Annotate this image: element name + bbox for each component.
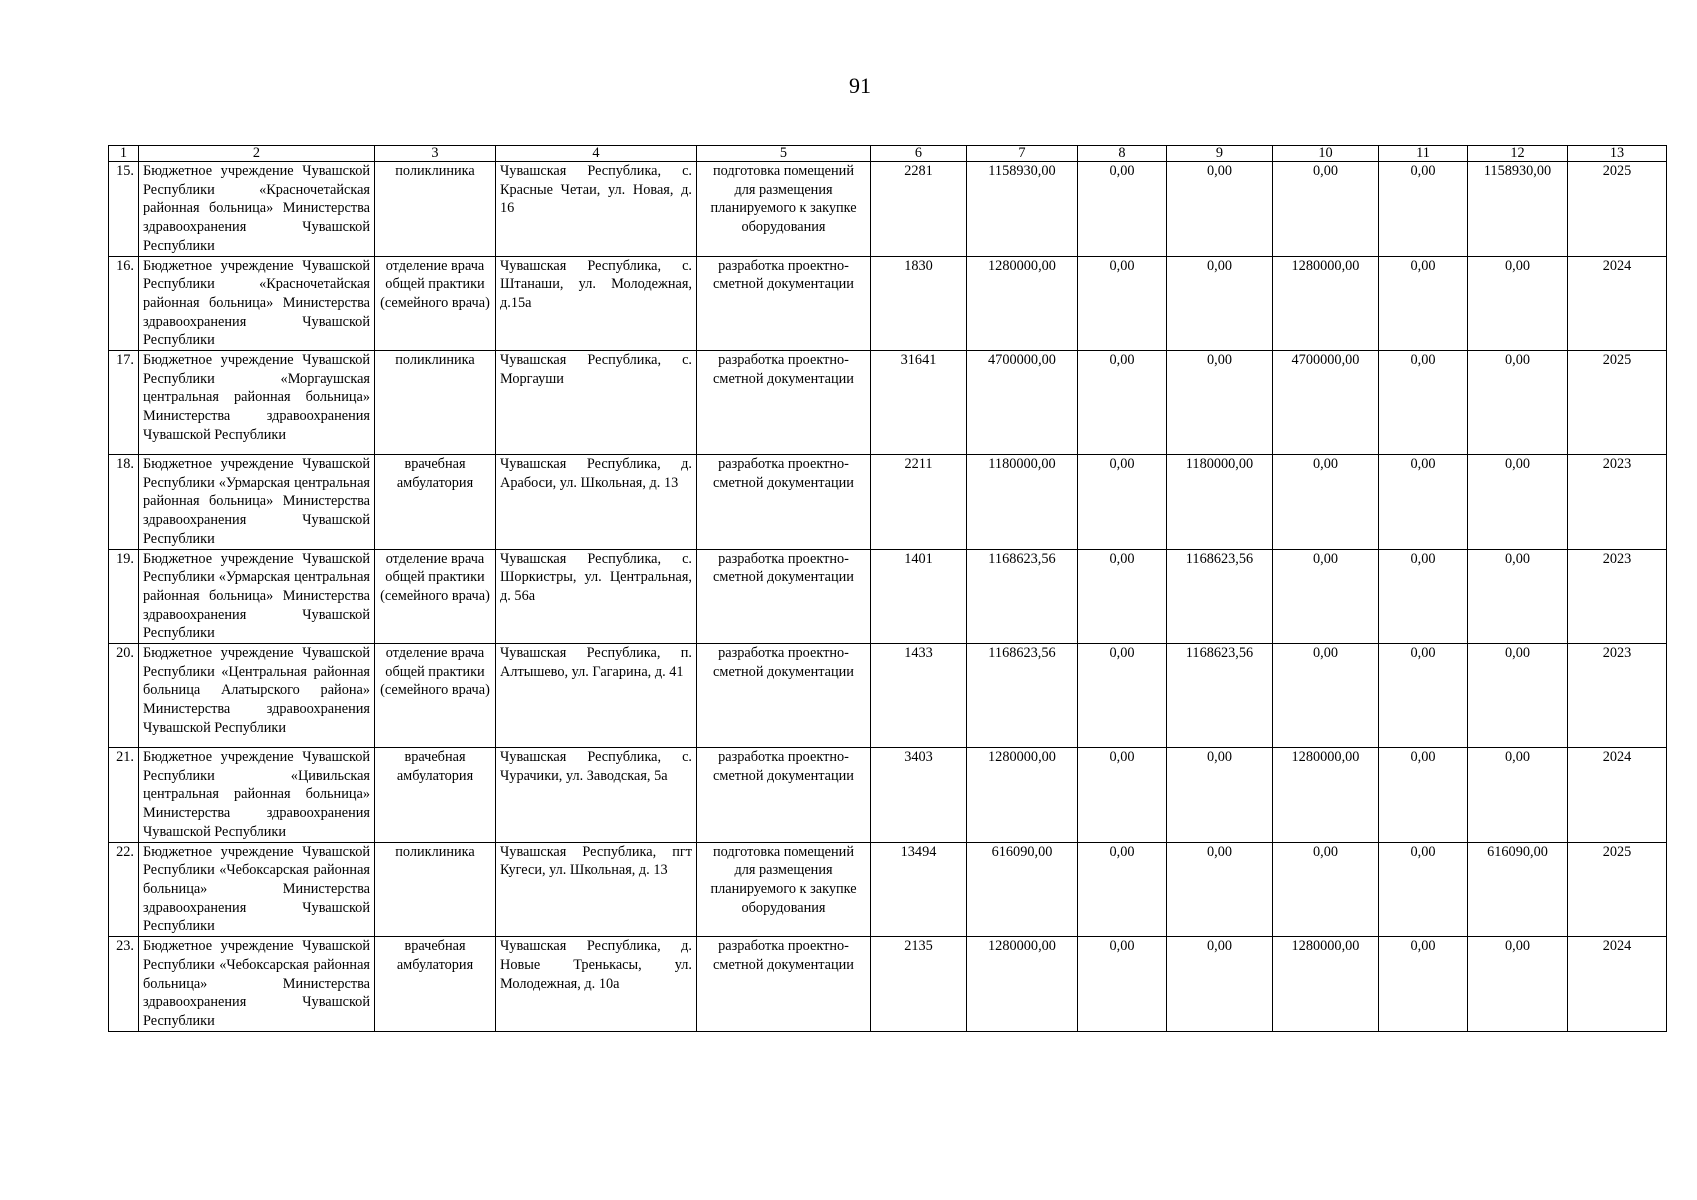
facility-address: Чувашская Республика, с. Красные Четаи, ул. Новая, д. 16 <box>496 162 697 257</box>
value-col-10: 0,00 <box>1273 644 1379 748</box>
value-col-11: 0,00 <box>1379 644 1468 748</box>
facility-address: Чувашская Республика, с. Чурачики, ул. Заводская, 5а <box>496 748 697 843</box>
column-header: 6 <box>871 146 967 162</box>
value-col-6: 1433 <box>871 644 967 748</box>
column-header: 3 <box>375 146 496 162</box>
work-type: разработка проектно-сметной документации <box>697 644 871 748</box>
value-col-11: 0,00 <box>1379 937 1468 1032</box>
value-col-11: 0,00 <box>1379 351 1468 455</box>
table-row <box>109 937 1667 1032</box>
value-col-11: 0,00 <box>1379 748 1468 843</box>
column-header: 7 <box>967 146 1078 162</box>
value-col-7: 1180000,00 <box>967 455 1078 550</box>
work-type: разработка проектно-сметной документации <box>697 455 871 550</box>
value-col-8: 0,00 <box>1078 256 1167 351</box>
table-row <box>109 748 1667 843</box>
organization-name: Бюджетное учреждение Чувашской Республики «Урмарская центральная районная больница» Министерства здравоохранения Чувашской Республики <box>139 455 375 550</box>
table-row <box>109 351 1667 455</box>
value-col-8: 0,00 <box>1078 162 1167 257</box>
value-col-6: 2281 <box>871 162 967 257</box>
value-col-6: 2135 <box>871 937 967 1032</box>
column-header: 11 <box>1379 146 1468 162</box>
facilities-table <box>108 145 1667 1032</box>
row-number: 21. <box>109 748 139 843</box>
work-type: разработка проектно-сметной документации <box>697 748 871 843</box>
column-number-row <box>109 146 1667 162</box>
value-col-12: 0,00 <box>1468 455 1568 550</box>
year-col-13: 2024 <box>1568 937 1667 1032</box>
value-col-7: 1158930,00 <box>967 162 1078 257</box>
organization-name: Бюджетное учреждение Чувашской Республики «Цивильская центральная районная больница» Министерства здравоохранения Чувашской Республики <box>139 748 375 843</box>
year-col-13: 2023 <box>1568 455 1667 550</box>
value-col-10: 0,00 <box>1273 549 1379 644</box>
value-col-6: 1830 <box>871 256 967 351</box>
year-col-13: 2024 <box>1568 748 1667 843</box>
row-number: 16. <box>109 256 139 351</box>
value-col-9: 0,00 <box>1167 162 1273 257</box>
work-type: разработка проектно-сметной документации <box>697 351 871 455</box>
value-col-8: 0,00 <box>1078 842 1167 937</box>
value-col-10: 0,00 <box>1273 842 1379 937</box>
value-col-9: 1168623,56 <box>1167 644 1273 748</box>
table-row <box>109 455 1667 550</box>
year-col-13: 2025 <box>1568 842 1667 937</box>
value-col-6: 13494 <box>871 842 967 937</box>
column-header: 5 <box>697 146 871 162</box>
value-col-9: 1180000,00 <box>1167 455 1273 550</box>
page-number: 91 <box>849 73 871 98</box>
organization-name: Бюджетное учреждение Чувашской Республики «Чебоксарская районная больница» Министерства здравоохранения Чувашской Республики <box>139 842 375 937</box>
value-col-8: 0,00 <box>1078 644 1167 748</box>
column-header: 12 <box>1468 146 1568 162</box>
year-col-13: 2023 <box>1568 549 1667 644</box>
column-header: 8 <box>1078 146 1167 162</box>
value-col-9: 0,00 <box>1167 351 1273 455</box>
year-col-13: 2024 <box>1568 256 1667 351</box>
column-header: 4 <box>496 146 697 162</box>
facility-address: Чувашская Республика, д. Арабоси, ул. Школьная, д. 13 <box>496 455 697 550</box>
row-number: 22. <box>109 842 139 937</box>
value-col-12: 0,00 <box>1468 256 1568 351</box>
organization-name: Бюджетное учреждение Чувашской Республики «Красночетайская районная больница» Министерства здравоохранения Чувашской Республики <box>139 162 375 257</box>
row-number: 15. <box>109 162 139 257</box>
work-type: подготовка помещений для размещения планируемого к закупке оборудования <box>697 162 871 257</box>
row-number: 20. <box>109 644 139 748</box>
value-col-12: 0,00 <box>1468 351 1568 455</box>
value-col-6: 3403 <box>871 748 967 843</box>
facility-address: Чувашская Республика, с. Шоркистры, ул. Центральная, д. 56а <box>496 549 697 644</box>
value-col-12: 0,00 <box>1468 937 1568 1032</box>
work-type: разработка проектно-сметной документации <box>697 937 871 1032</box>
row-number: 19. <box>109 549 139 644</box>
column-header: 13 <box>1568 146 1667 162</box>
value-col-6: 31641 <box>871 351 967 455</box>
facility-type: поликлиника <box>375 162 496 257</box>
organization-name: Бюджетное учреждение Чувашской Республики «Урмарская центральная районная больница» Министерства здравоохранения Чувашской Республики <box>139 549 375 644</box>
value-col-12: 1158930,00 <box>1468 162 1568 257</box>
value-col-6: 1401 <box>871 549 967 644</box>
work-type: подготовка помещений для размещения планируемого к закупке оборудования <box>697 842 871 937</box>
value-col-12: 616090,00 <box>1468 842 1568 937</box>
value-col-11: 0,00 <box>1379 162 1468 257</box>
column-header: 1 <box>109 146 139 162</box>
facility-address: Чувашская Республика, п. Алтышево, ул. Гагарина, д. 41 <box>496 644 697 748</box>
facility-address: Чувашская Республика, с. Штанаши, ул. Молодежная, д.15а <box>496 256 697 351</box>
value-col-11: 0,00 <box>1379 549 1468 644</box>
table-row <box>109 644 1667 748</box>
facility-type: врачебная амбулатория <box>375 748 496 843</box>
table-row <box>109 549 1667 644</box>
value-col-9: 0,00 <box>1167 937 1273 1032</box>
facility-type: поликлиника <box>375 842 496 937</box>
work-type: разработка проектно-сметной документации <box>697 549 871 644</box>
facility-address: Чувашская Республика, с. Моргауши <box>496 351 697 455</box>
column-header: 9 <box>1167 146 1273 162</box>
facility-type: отделение врача общей практики (семейного врача) <box>375 549 496 644</box>
table-header <box>109 146 1667 162</box>
row-number: 18. <box>109 455 139 550</box>
value-col-11: 0,00 <box>1379 842 1468 937</box>
value-col-9: 1168623,56 <box>1167 549 1273 644</box>
value-col-10: 1280000,00 <box>1273 256 1379 351</box>
value-col-10: 1280000,00 <box>1273 748 1379 843</box>
facility-type: отделение врача общей практики (семейного врача) <box>375 256 496 351</box>
value-col-8: 0,00 <box>1078 549 1167 644</box>
organization-name: Бюджетное учреждение Чувашской Республики «Моргаушская центральная районная больница» Министерства здравоохранения Чувашской Республики <box>139 351 375 455</box>
facility-type: врачебная амбулатория <box>375 455 496 550</box>
table-body <box>109 162 1667 1032</box>
row-number: 17. <box>109 351 139 455</box>
column-header: 10 <box>1273 146 1379 162</box>
value-col-7: 616090,00 <box>967 842 1078 937</box>
value-col-10: 1280000,00 <box>1273 937 1379 1032</box>
organization-name: Бюджетное учреждение Чувашской Республики «Центральная районная больница Алатырского района» Министерства здравоохранения Чувашской Республики <box>139 644 375 748</box>
column-header: 2 <box>139 146 375 162</box>
table-row <box>109 256 1667 351</box>
value-col-7: 1168623,56 <box>967 549 1078 644</box>
facility-type: поликлиника <box>375 351 496 455</box>
value-col-9: 0,00 <box>1167 842 1273 937</box>
value-col-8: 0,00 <box>1078 351 1167 455</box>
value-col-8: 0,00 <box>1078 748 1167 843</box>
value-col-10: 0,00 <box>1273 455 1379 550</box>
value-col-12: 0,00 <box>1468 748 1568 843</box>
value-col-12: 0,00 <box>1468 644 1568 748</box>
year-col-13: 2023 <box>1568 644 1667 748</box>
value-col-8: 0,00 <box>1078 937 1167 1032</box>
value-col-7: 1280000,00 <box>967 256 1078 351</box>
value-col-9: 0,00 <box>1167 256 1273 351</box>
value-col-10: 4700000,00 <box>1273 351 1379 455</box>
value-col-11: 0,00 <box>1379 455 1468 550</box>
work-type: разработка проектно-сметной документации <box>697 256 871 351</box>
value-col-10: 0,00 <box>1273 162 1379 257</box>
organization-name: Бюджетное учреждение Чувашской Республики «Чебоксарская районная больница» Министерства здравоохранения Чувашской Республики <box>139 937 375 1032</box>
table-row <box>109 162 1667 257</box>
facility-type: врачебная амбулатория <box>375 937 496 1032</box>
value-col-7: 1168623,56 <box>967 644 1078 748</box>
value-col-12: 0,00 <box>1468 549 1568 644</box>
facility-type: отделение врача общей практики (семейного врача) <box>375 644 496 748</box>
facility-address: Чувашская Республика, пгт Кугеси, ул. Школьная, д. 13 <box>496 842 697 937</box>
value-col-6: 2211 <box>871 455 967 550</box>
facility-address: Чувашская Республика, д. Новые Тренькасы, ул. Молодежная, д. 10а <box>496 937 697 1032</box>
value-col-7: 1280000,00 <box>967 937 1078 1032</box>
value-col-7: 4700000,00 <box>967 351 1078 455</box>
value-col-9: 0,00 <box>1167 748 1273 843</box>
year-col-13: 2025 <box>1568 351 1667 455</box>
row-number: 23. <box>109 937 139 1032</box>
value-col-8: 0,00 <box>1078 455 1167 550</box>
year-col-13: 2025 <box>1568 162 1667 257</box>
table-row <box>109 842 1667 937</box>
value-col-11: 0,00 <box>1379 256 1468 351</box>
value-col-7: 1280000,00 <box>967 748 1078 843</box>
organization-name: Бюджетное учреждение Чувашской Республики «Красночетайская районная больница» Министерства здравоохранения Чувашской Республики <box>139 256 375 351</box>
